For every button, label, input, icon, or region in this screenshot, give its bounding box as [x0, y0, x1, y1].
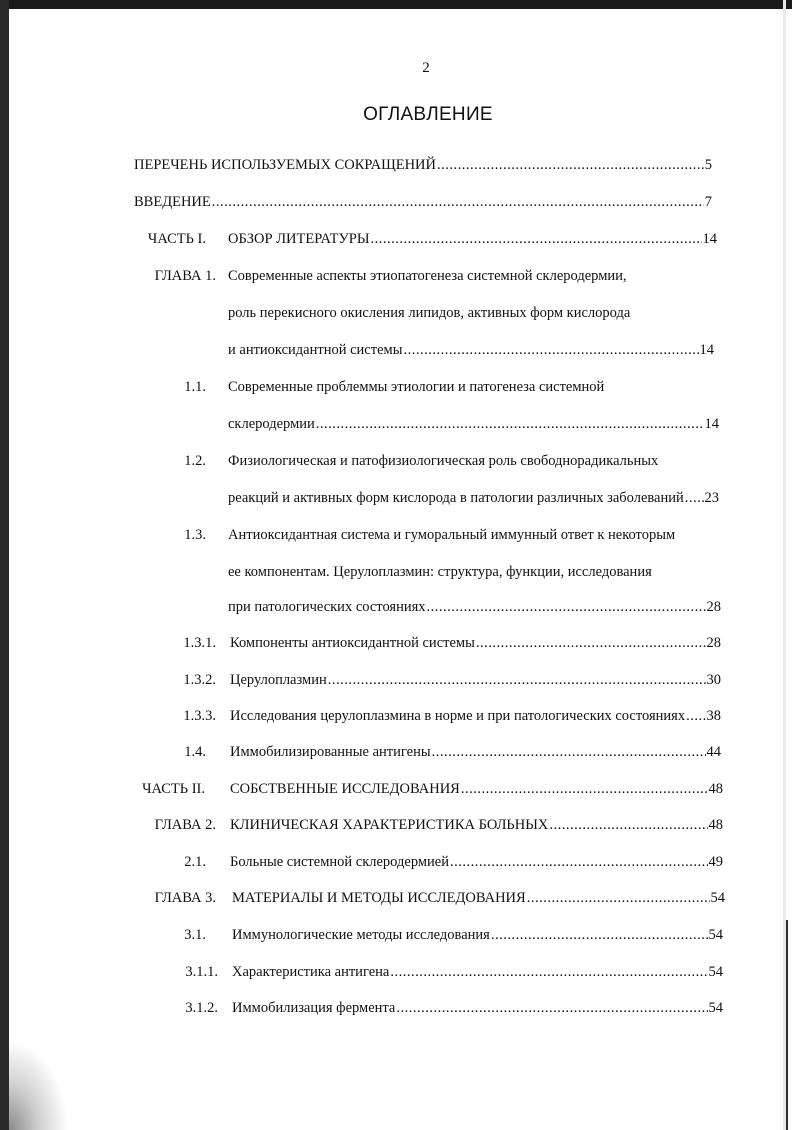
dot-leader: [450, 852, 708, 872]
toc-entry-title: реакций и активных форм кислорода в патологии различных заболеваний: [228, 490, 684, 506]
toc-entry-number: 1.1.: [184, 379, 206, 395]
toc-entry-title: Больные системной склеродермией: [230, 854, 449, 870]
dot-leader: [686, 706, 705, 726]
dot-leader: [437, 155, 704, 175]
toc-entry-page: 14: [702, 231, 717, 247]
toc-entry-title: ее компонентам. Церулоплазмин: структура, функции, исследования: [228, 564, 652, 580]
toc-entry-number: 3.1.2.: [185, 1000, 218, 1016]
toc-entry-title: Современные проблеммы этиологии и патогенеза системной: [228, 379, 605, 395]
toc-entry-title: ПЕРЕЧЕНЬ ИСПОЛЬЗУЕМЫХ СОКРАЩЕНИЙ: [134, 157, 436, 173]
toc-entry-number: 1.2.: [184, 453, 206, 469]
toc-entry-title: при патологических состояниях: [228, 599, 426, 615]
toc-entry-title: Исследования церулоплазмина в норме и при патологических состояниях: [230, 708, 686, 724]
dot-leader: [316, 414, 704, 434]
toc-entry-title: Иммобилизированные антигены: [230, 744, 431, 760]
dot-leader: [212, 192, 704, 212]
toc-entry-page: 28: [706, 635, 721, 651]
toc-entry-number: ЧАСТЬ II.: [142, 781, 205, 797]
toc-entry-title: Физиологическая и патофизиологическая роль свободнорадикальных: [228, 453, 659, 469]
toc-entry-number: 1.3.2.: [183, 672, 216, 688]
toc-entry-page: 28: [706, 599, 721, 615]
toc-entry-page: 14: [704, 416, 719, 432]
toc-entry-title: ВВЕДЕНИЕ: [134, 194, 211, 210]
toc-entry-page: 38: [706, 708, 721, 724]
dot-leader: [491, 925, 708, 945]
toc-entry-number: ГЛАВА 2.: [154, 817, 216, 833]
toc-entry-number: ЧАСТЬ I.: [147, 231, 206, 247]
dot-leader: [370, 229, 701, 249]
dot-leader: [549, 815, 707, 835]
toc-entry-page: 54: [708, 964, 723, 980]
toc-entry-page: 7: [704, 194, 712, 210]
toc-entry-title: СОБСТВЕННЫЕ ИССЛЕДОВАНИЯ: [230, 781, 460, 797]
toc-entry-number: ГЛАВА 3.: [154, 890, 216, 906]
toc-entry-page: 48: [708, 781, 723, 797]
scan-border-top: [0, 0, 792, 9]
toc-entry-title: и антиоксидантной системы: [228, 342, 403, 358]
dot-leader: [328, 670, 706, 690]
dot-leader: [432, 742, 706, 762]
toc-entry-title: Церулоплазмин: [230, 672, 327, 688]
dot-leader: [476, 633, 706, 653]
toc-entry-title: Характеристика антигена: [232, 964, 390, 980]
toc-entry-page: 44: [706, 744, 721, 760]
dot-leader: [427, 597, 706, 617]
toc-entry-title: Антиоксидантная система и гуморальный иммунный ответ к некоторым: [228, 527, 676, 543]
dot-leader: [685, 488, 704, 508]
dot-leader: [390, 962, 707, 982]
toc-entry-title: роль перекисного окисления липидов, активных форм кислорода: [228, 305, 631, 321]
toc-entry-number: ГЛАВА 1.: [154, 268, 216, 284]
toc-entry-page: 5: [704, 157, 712, 173]
scan-noise-corner: [9, 1040, 69, 1130]
toc-entry-page: 54: [710, 890, 725, 906]
toc-entry-page: 54: [708, 927, 723, 943]
toc-entry-page: 14: [699, 342, 714, 358]
scan-edge-mark: [786, 920, 788, 1130]
toc-entry-title: МАТЕРИАЛЫ И МЕТОДЫ ИССЛЕДОВАНИЯ: [232, 890, 526, 906]
page-title: ОГЛАВЛЕНИЕ: [363, 104, 493, 125]
toc-entry-title: КЛИНИЧЕСКАЯ ХАРАКТЕРИСТИКА БОЛЬНЫХ: [230, 817, 549, 833]
scan-border-left: [0, 0, 9, 1130]
toc-entry-number: 1.3.3.: [183, 708, 216, 724]
toc-entry-page: 54: [708, 1000, 723, 1016]
toc-entry-title: Иммунологические методы исследования: [232, 927, 490, 943]
dot-leader: [527, 888, 710, 908]
dot-leader: [396, 998, 707, 1018]
page-number: 2: [422, 60, 430, 76]
dot-leader: [403, 340, 698, 360]
toc-entry-page: 48: [708, 817, 723, 833]
toc-entry-title: Иммобилизация фермента: [232, 1000, 396, 1016]
toc-entry-page: 49: [708, 854, 723, 870]
toc-entry-number: 1.4.: [184, 744, 206, 760]
toc-entry-title: Компоненты антиоксидантной системы: [230, 635, 475, 651]
toc-entry-number: 3.1.: [184, 927, 206, 943]
dot-leader: [461, 779, 708, 799]
toc-entry-title: ОБЗОР ЛИТЕРАТУРЫ: [228, 231, 370, 247]
toc-entry-number: 2.1.: [184, 854, 206, 870]
toc-entry-number: 1.3.: [184, 527, 206, 543]
toc-entry-number: 1.3.1.: [183, 635, 216, 651]
toc-entry-title: Современные аспекты этиопатогенеза системной склеродермии,: [228, 268, 627, 284]
toc-entry-page: 23: [704, 490, 719, 506]
toc-entry-page: 30: [706, 672, 721, 688]
toc-entry-number: 3.1.1.: [185, 964, 218, 980]
toc-entry-title: склеродермии: [228, 416, 315, 432]
